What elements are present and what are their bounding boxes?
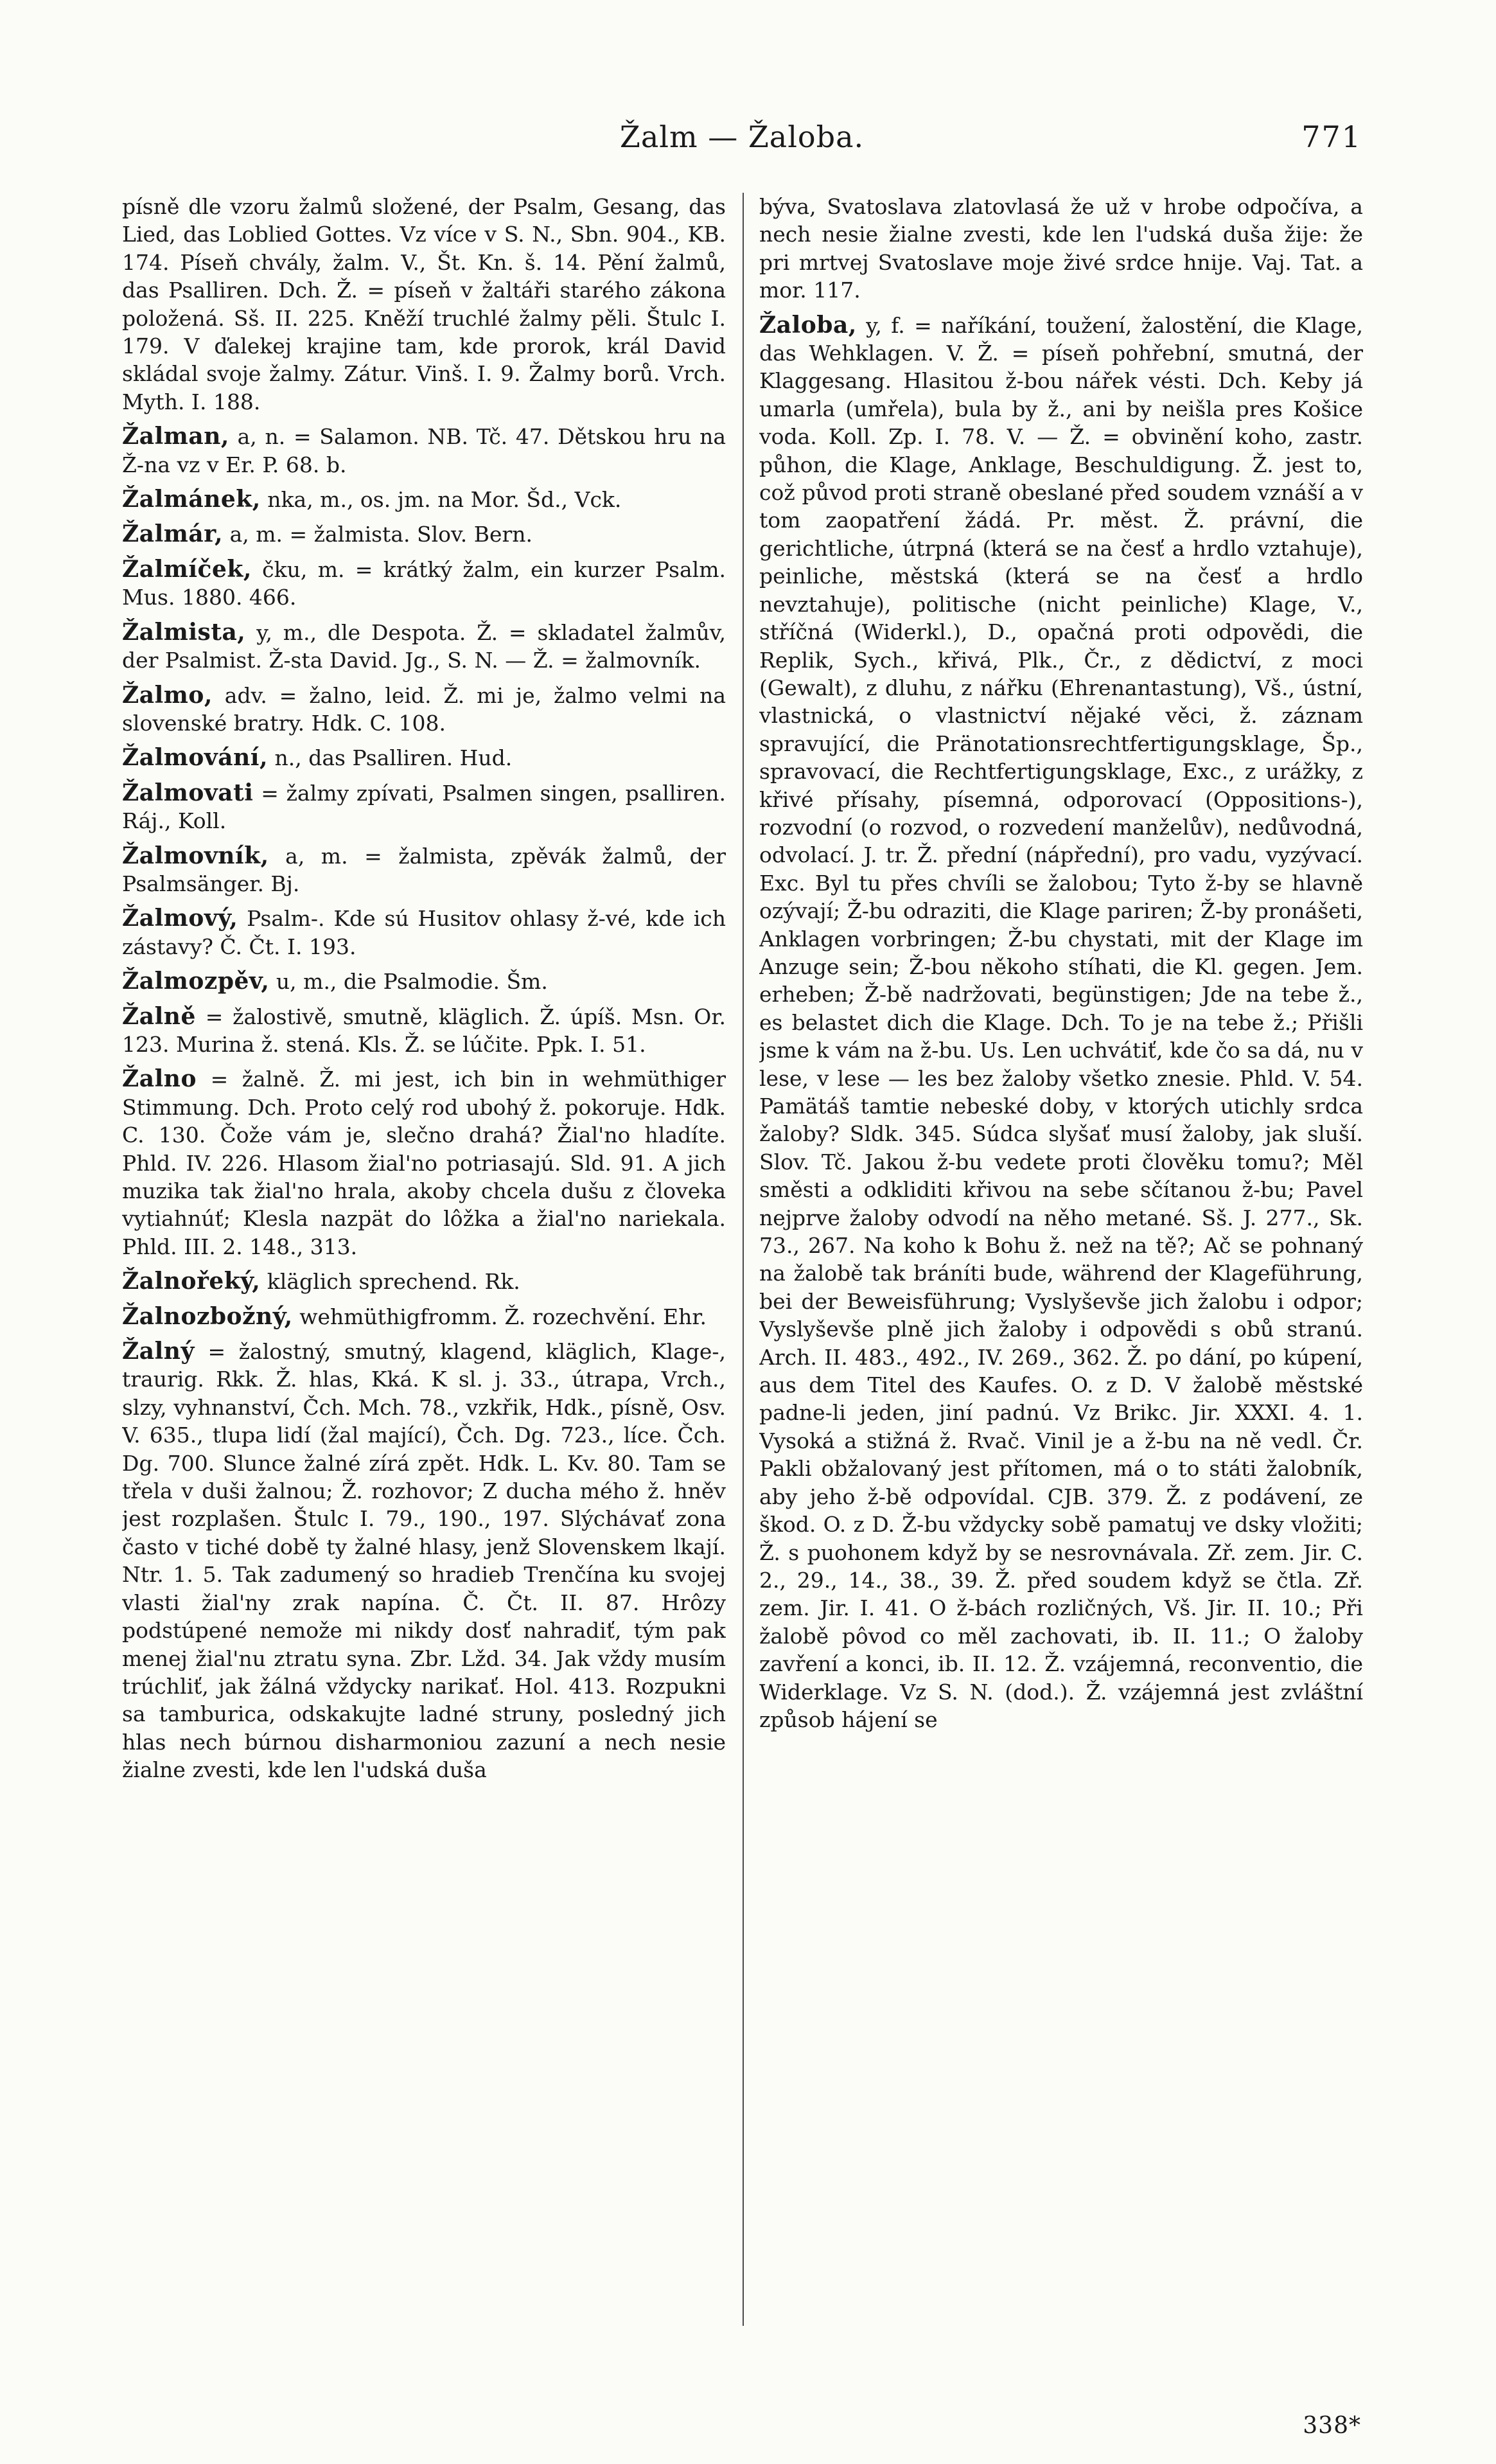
page-number: 771 [1301,120,1362,154]
dictionary-entry [122,1065,726,1261]
entry-continuation [122,193,726,416]
entry-text: = žalostivě, smutně, kläglich. Ž. úpíš. Msn. Or. 123. Murina ž. stená. Kls. Ž. se lúčite. Ppk. I. 51. [122,1004,726,1057]
dictionary-entry [122,1303,726,1331]
entry-text: a, m. = žalmista. Slov. Bern. [229,522,533,547]
signature-mark: 338* [1303,2413,1361,2439]
entry-text: Psalm-. Kde sú Husitov ohlasy ž-vé, kde ich zástavy? Č. Čt. I. 193. [122,906,726,959]
entry-text: = žalně. Ž. mi jest, ich bin in wehmüthiger Stimmung. Dch. Proto celý rod ubohý ž. pokoruje. Hdk. C. 130. Čože vám je, slečno drahá? Žial'no hladíte. Phld. IV. 226. Hlasom žial'no potriasajú. Sld. 91. A jich muzika tak žial'no hrala, akoby chcela dušu z človeka vytiahnúť; Klesla nazpät do lôžka a žial'no nariekala. Phld. III. 2. 148., 313. [122,1067,726,1259]
entry-text: písně dle vzoru žalmů složené, der Psalm, Gesang, das Lied, das Loblied Gottes. Vz více v S. N., Sbn. 904., KB. 174. Píseň chvály, žalm. V., Št. Kn. š. 14. Pění žalmů, das Psalliren. Dch. Ž. = píseň v žaltáři starého zákona položená. Sš. II. 225. Kněží truchlé žalmy pěli. Štulc I. 179. V ďalekej krajine tam, kde prorok, král David skládal svoje žalmy. Zátur. Vinš. I. 9. Žalmy borů. Vrch. Myth. I. 188. [122,194,726,414]
entry-text: wehmüthigfromm. Ž. rozechvění. Ehr. [299,1304,707,1329]
entry-headword: Žalně [122,1002,196,1030]
entry-headword: Žalmo, [122,681,213,709]
entry-text: a, n. = Salamon. NB. Tč. 47. Dětskou hru na Ž-na vz v Er. P. 68. b. [122,424,726,477]
dictionary-entry [122,619,726,675]
dictionary-entry [122,520,726,548]
dictionary-entry [122,423,726,479]
entry-headword: Žalman, [122,423,229,450]
dictionary-entry [122,1268,726,1295]
entry-headword: Žalmování, [122,744,268,772]
entry-headword: Žalmíček, [122,555,252,583]
dictionary-entry [122,1003,726,1059]
entry-text: y, m., dle Despota. Ž. = skladatel žalmův, der Psalmist. Ž-sta David. Jg., S. N. — Ž. = žalmovník. [122,619,726,673]
entry-headword: Žalnozbožný, [122,1302,293,1330]
running-title: Žalm — Žaloba. [619,120,865,154]
entry-headword: Žalmovník, [122,842,269,869]
entry-text: = žalostný, smutný, klagend, kläglich, Klage-, traurig. Rkk. Ž. hlas, Kká. K sl. j. 33., útrapa, Vrch., slzy, vyhnanství, Čch. Mch. 78., vzkřik, Hdk., písně, Osv. V. 635., tlupa lidí (žal mající), Čch. Dg. 723., líce. Čch. Dg. 700. Slunce žalné zírá zpět. Hdk. L. Kv. 80. Tam se třela v duši žalnou; Ž. rozhovor; Z ducha mého ž. hněv jest rozplašen. Štulc I. 79., 190., 197. Slýchávať zona často v tiché době ty žalné hlasy, jenž Slovenskem lkají. Ntr. 1. 5. Tak zadumený so hradieb Trenčína ku svojej vlasti žial'ny zrak napína. Č. Čt. II. 87. Hrôzy podstúpené nemože mi nikdy dosť nahradiť, tým pak menej žial'nu ztratu syna. Zbr. Lžd. 34. Jak vždy musím trúchliť, jak žálná vždycky narikať. Hol. 413. Rozpukni sa tamburica, odskakujte ladné struny, posledný jich hlas nech búrnou disharmoniou zazuní a nech nesie žialne zvesti, kde len l'udská duša [122,1339,726,1783]
entry-headword: Žalmista, [122,618,246,646]
entry-headword: Žalmánek, [122,486,261,513]
entry-text: n., das Psalliren. Hud. [274,745,513,771]
entry-text: u, m., die Psalmodie. Šm. [276,969,548,995]
dictionary-entry [759,312,1363,1734]
entry-text: býva, Svatoslava zlatovlasá že už v hrobe odpočíva, a nech nesie žialne zvesti, kde len l'udská duša žije: že pri mrtvej Svatoslave moje živé srdce hnije. Vaj. Tat. a mor. 117. [759,194,1363,303]
entry-text: nka, m., os. jm. na Mor. Šd., Vck. [267,487,622,513]
dictionary-entry [122,968,726,995]
entry-text: kläglich sprechend. Rk. [267,1269,520,1295]
dictionary-entry [122,682,726,738]
entry-text: čku, m. = krátký žalm, ein kurzer Psalm. Mus. 1880. 466. [122,556,726,610]
entry-headword: Žalmový, [122,905,238,932]
page-header [122,113,1362,164]
right-column [759,193,1363,2390]
dictionary-entry [122,905,726,961]
dictionary-entry [122,486,726,513]
entry-headword: Žalmár, [122,520,224,548]
dictionary-entry [122,744,726,772]
entry-headword: Žaloba, [759,311,857,339]
entry-text: a, m. = žalmista, zpěvák žalmů, der Psalmsänger. Bj. [122,843,726,896]
entry-headword: Žalmovati [122,779,254,806]
entry-headword: Žalný [122,1338,195,1365]
entry-headword: Žalmozpěv, [122,968,270,995]
entry-text: = žalmy zpívati, Psalmen singen, psalliren. Ráj., Koll. [122,780,726,834]
left-column [122,193,726,2390]
dictionary-entry [122,779,726,835]
entry-text: y, f. = naříkání, toužení, žalostění, die Klage, das Wehklagen. V. Ž. = píseň pohřební, smutná, der Klaggesang. Hlasitou ž-bou nářek vésti. Dch. Keby já umarla (umřela), bula by ž., ani by neišla pres Košice voda. Koll. Zp. I. 78. V. — Ž. = obvinění koho, zastr. půhon, die Klage, Anklage, Beschuldigung. Ž. jest to, což původ proti straně obeslané před soudem vznáší a v tom zaopatření žádá. Pr. měst. Ž. právní, die gerichtliche, útrpná (která se na česť a hrdlo vztahuje), peinliche, městská (která se na česť a hrdlo nevztahuje), politische (nicht peinliche) Klage, V., stříčná (Widerkl.), D., opačná proti odpovědi, die Replik, Sych., křivá, Plk., Čr., z dědictví, z moci (Gewalt), z dluhu, z nářku (Ehrenantastung), Vš., ústní, vlastnická, o vlastnictví nějaké věci, ž. záznam spravující, die Pränotationsrechtfertigungsklage, Šp., spravovací, die Rechtfertigungsklage, Exc., z urážky, z křivé přísahy, písemná, odporovací (Oppositions-), rozvodní (o rozvod, o rozvedení manželův), nedůvodná, odvolací. J. tr. Ž. přední (nápřední), pro vadu, vyzývací. Exc. Byl tu přes chvíli se žalobou; Tyto ž-by se hlavně ozývají; Ž-bu odraziti, die Klage pariren; Ž-by pronášeti, Anklagen vorbringen; Ž-bu chystati, mit der Klage im Anzuge sein; Ž-bou někoho stíhati, die Kl. gegen. Jem. erheben; Ž-bě nadržovati, begünstigen; Jde na tebe ž., es belastet dich die Klage. Dch. To je na tebe ž.; Přišli jsme k vám na ž-bu. Us. Len uchvátiť, kde čo sa dá, nu v lese, v lese — les bez žaloby všetko znesie. Phld. V. 54. Pamätáš tamtie nebeské doby, v ktorých utichly srdca žaloby? Sldk. 345. Súdca slyšať musí žaloby, jak sluší. Slov. Tč. Jakou ž-bu vedete proti člověku tomu?; Měl směsti a odkliditi křivou na sebe sčítanou ž-bu; Pavel nejprve žaloby odvodí na něho metané. Sš. J. 277., Sk. 73., 267. Na koho k Bohu ž. než na tě?; Ač se pohnaný na žalobě tak bráníti bude, während der Klageführung, bei der Beweisführung; Vyslyševše jich žalobu i odpor; Vyslyševše plně jich žaloby i odpovědi s obů stranú. Arch. II. 483., 492., IV. 269., 362. Ž. po dání, po kúpení, aus dem Titel des Kaufes. O. z D. V žalobě městské padne-li jeden, jiní padnú. Vz Brikc. Jir. XXXI. 4. 1. Vysoká a stižná ž. Rvač. Vinil je a ž-bu na ně vedl. Čr. Pakli obžalovaný jest přítomen, má o to státi žalobník, aby jeho ž-bě odpovídal. CJB. 379. Ž. z podávení, ze škod. O. z D. Ž-bu vždycky sobě pamatuj ve dsky vložiti; Ž. s puohonem když by se nesrovnávala. Zř. zem. Jir. C. 2., 29., 14., 38., 39. Ž. před soudem když se čtla. Zř. zem. Jir. I. 41. O ž-bách rozličných, Vš. Jir. II. 10.; Při žalobě pôvod co měl zachovati, ib. II. 11.; O žaloby zavření a konci, ib. II. 12. Ž. vzájemná, reconventio, die Widerklage. Vz S. N. (dod.). Ž. vzájemná jest zvláštní způsob hájení se [759,312,1363,1732]
dictionary-entry [122,842,726,898]
entry-headword: Žalnořeký, [122,1268,261,1295]
entry-headword: Žalno [122,1065,197,1093]
dictionary-entry [122,556,726,612]
column-divider [743,193,744,2326]
dictionary-entry [122,1338,726,1784]
entry-continuation [759,193,1363,305]
entry-text: adv. = žalno, leid. Ž. mi je, žalmo velmi na slovenské bratry. Hdk. C. 108. [122,682,726,736]
